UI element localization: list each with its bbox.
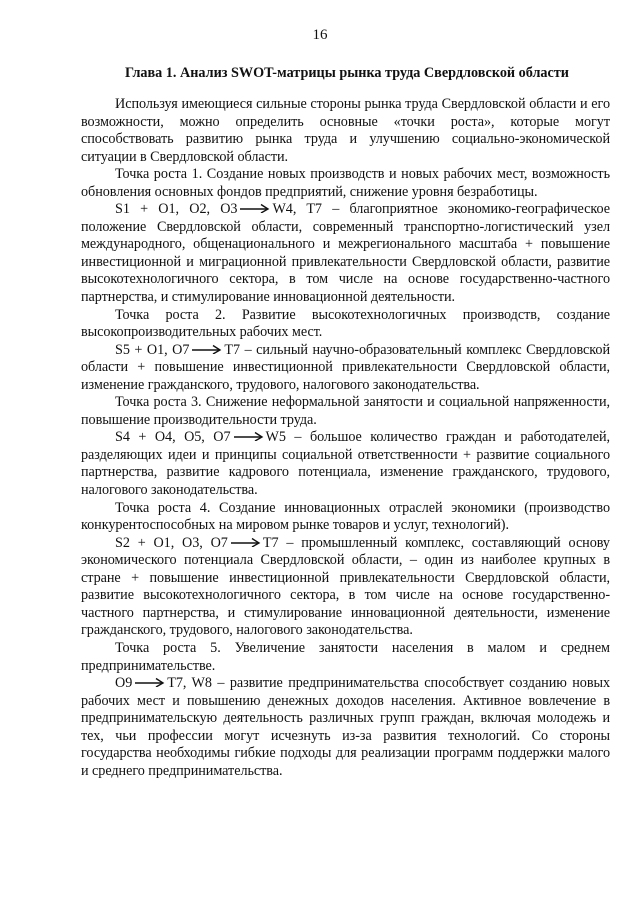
paragraph-formula-5 bbox=[81, 675, 610, 780]
page-number: 16 bbox=[312, 27, 328, 43]
paragraph-intro: Используя имеющиеся сильные стороны рынка труда Свердловской области и его возможности, можно определить основные «точки роста», которые могут способствовать развитию рынка труда и улучшению социально-экономической ситуации в Свердловской области. bbox=[81, 96, 610, 165]
arrow-icon bbox=[192, 344, 222, 354]
paragraph-formula-1 bbox=[81, 201, 610, 306]
paragraph-formula-4 bbox=[81, 535, 610, 640]
formula-lhs: S4 + O4, O5, O7 bbox=[115, 429, 231, 446]
body-text bbox=[81, 96, 610, 780]
paragraph-growth-point-5: Точка роста 5. Увеличение занятости населения в малом и среднем предпринимательстве. bbox=[81, 639, 610, 674]
paragraph-formula-3 bbox=[81, 429, 610, 499]
chapter-title: Глава 1. Анализ SWOT-матрицы рынка труда Свердловской области bbox=[125, 65, 569, 81]
formula-lhs: S2 + O1, O3, O7 bbox=[115, 534, 228, 551]
formula-rhs: T7, W8 – развитие предпринимательства способствует созданию новых рабочих мест и повышению денежных доходов населения. Активное вовлечение в предпринимательскую деятельность различных групп граждан, включая молодежь и тех, чьи профессии могут исчезнуть из-за развития технологий. Со стороны государства необходимы гибкие подходы для реализации программ поддержки малого и среднего предпринимательства. bbox=[81, 675, 610, 779]
paragraph-growth-point-2: Точка роста 2. Развитие высокотехнологичных производств, создание высокопроизводительных рабочих мест. bbox=[81, 306, 610, 341]
paragraph-growth-point-3: Точка роста 3. Снижение неформальной занятости и социальной напряженности, повышение производительности труда. bbox=[81, 394, 610, 428]
formula-rhs: W4, T7 – благоприятное экономико-географическое положение Свердловской области, современный транспортно-логистический узел международного, общенационального и межрегионального масштаба + повышение инвестиционной и миграционной привлекательности Свердловской области, развитие высокотехнологичного сектора, в том числе на основе государственно-частного партнерства, и стимулирование инновационной деятельности. bbox=[81, 201, 610, 306]
paragraph-growth-point-1: Точка роста 1. Создание новых производств и новых рабочих мест, возможность обновления основных фондов предприятий, снижение уровня безработицы. bbox=[81, 166, 610, 200]
paragraph-formula-2 bbox=[81, 342, 610, 395]
formula-rhs: W5 – большое количество граждан и работодателей, разделяющих идеи и принципы социальной ответственности + развитие социального партнерства, развитие кадрового потенциала, изменение гражданского, трудового, налогового законодательства. bbox=[81, 429, 610, 499]
formula-rhs: T7 – сильный научно-образовательный комплекс Свердловской области + повышение инвестиционной привлекательности Свердловской области, изменение гражданского, трудового, налогового законодательства. bbox=[81, 341, 610, 393]
paragraph-growth-point-4: Точка роста 4. Создание инновационных отраслей экономики (производство конкурентоспособных на мировом рынке товаров и услуг, технологий). bbox=[81, 499, 610, 534]
arrow-icon bbox=[231, 537, 261, 547]
formula-lhs: O9 bbox=[115, 675, 133, 692]
arrow-icon bbox=[135, 677, 165, 687]
formula-lhs: S1 + O1, O2, O3 bbox=[115, 201, 238, 218]
formula-rhs: T7 – промышленный комплекс, составляющий основу экономического потенциала Свердловской области, – один из наиболее крупных в стране + повышение инвестиционной привлекательности Свердловской области, развитие высокотехнологичного сектора, в том числе на основе государственно-частного партнерства, и стимулирование инновационной деятельности, изменение гражданского, трудового, налогового законодательства. bbox=[81, 534, 610, 639]
arrow-icon bbox=[234, 431, 264, 441]
formula-lhs: S5 + O1, O7 bbox=[115, 341, 190, 358]
arrow-icon bbox=[240, 203, 270, 213]
